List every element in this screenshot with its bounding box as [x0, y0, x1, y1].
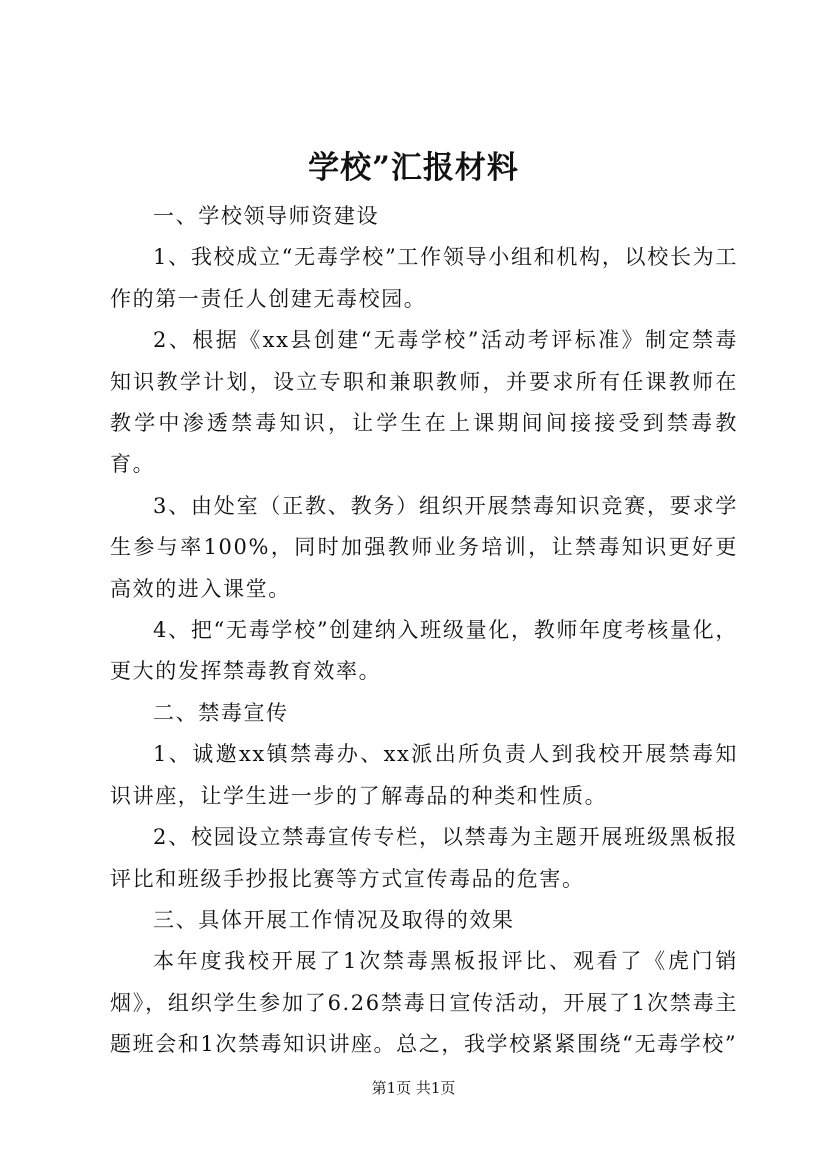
- paragraph: 1、诚邀xx镇禁毒办、xx派出所负责人到我校开展禁毒知识讲座，让学生进一步的了解毒品的种类和性质。: [110, 742, 738, 808]
- paragraph: 2、校园设立禁毒宣传专栏，以禁毒为主题开展班级黑板报评比和班级手抄报比赛等方式宣传毒品的危害。: [110, 825, 738, 891]
- paragraph: 1、我校成立“无毒学校”工作领导小组和机构，以校长为工作的第一责任人创建无毒校园。: [110, 245, 738, 311]
- paragraph: 3、由处室（正教、教务）组织开展禁毒知识竞赛，要求学生参与率100%，同时加强教师业务培训，让禁毒知识更好更高效的进入课堂。: [110, 493, 738, 601]
- section-heading-3: 三、具体开展工作情况及取得的效果: [153, 907, 515, 932]
- document-title: 学校”汇报材料: [308, 150, 519, 186]
- page-footer: 第1页 共1页: [371, 1079, 456, 1097]
- section-heading-1: 一、学校领导师资建设: [153, 204, 380, 228]
- paragraph: 本年度我校开展了1次禁毒黑板报评比、观看了《虎门销烟》，组织学生参加了6.26禁毒日宣传活动，开展了1次禁毒主题班会和1次禁毒知识讲座。总之，我学校紧紧围绕“无毒学校”: [110, 949, 738, 1057]
- paragraph: 4、把“无毒学校”创建纳入班级量化，教师年度考核量化，更大的发挥禁毒教育效率。: [110, 618, 738, 684]
- section-heading-2: 二、禁毒宣传: [153, 700, 289, 725]
- paragraph: 2、根据《xx县创建“无毒学校”活动考评标准》制定禁毒知识教学计划，设立专职和兼职教师，并要求所有任课教师在教学中渗透禁毒知识，让学生在上课期间间接接受到禁毒教育。: [110, 328, 738, 477]
- document-body: [110, 196, 738, 1066]
